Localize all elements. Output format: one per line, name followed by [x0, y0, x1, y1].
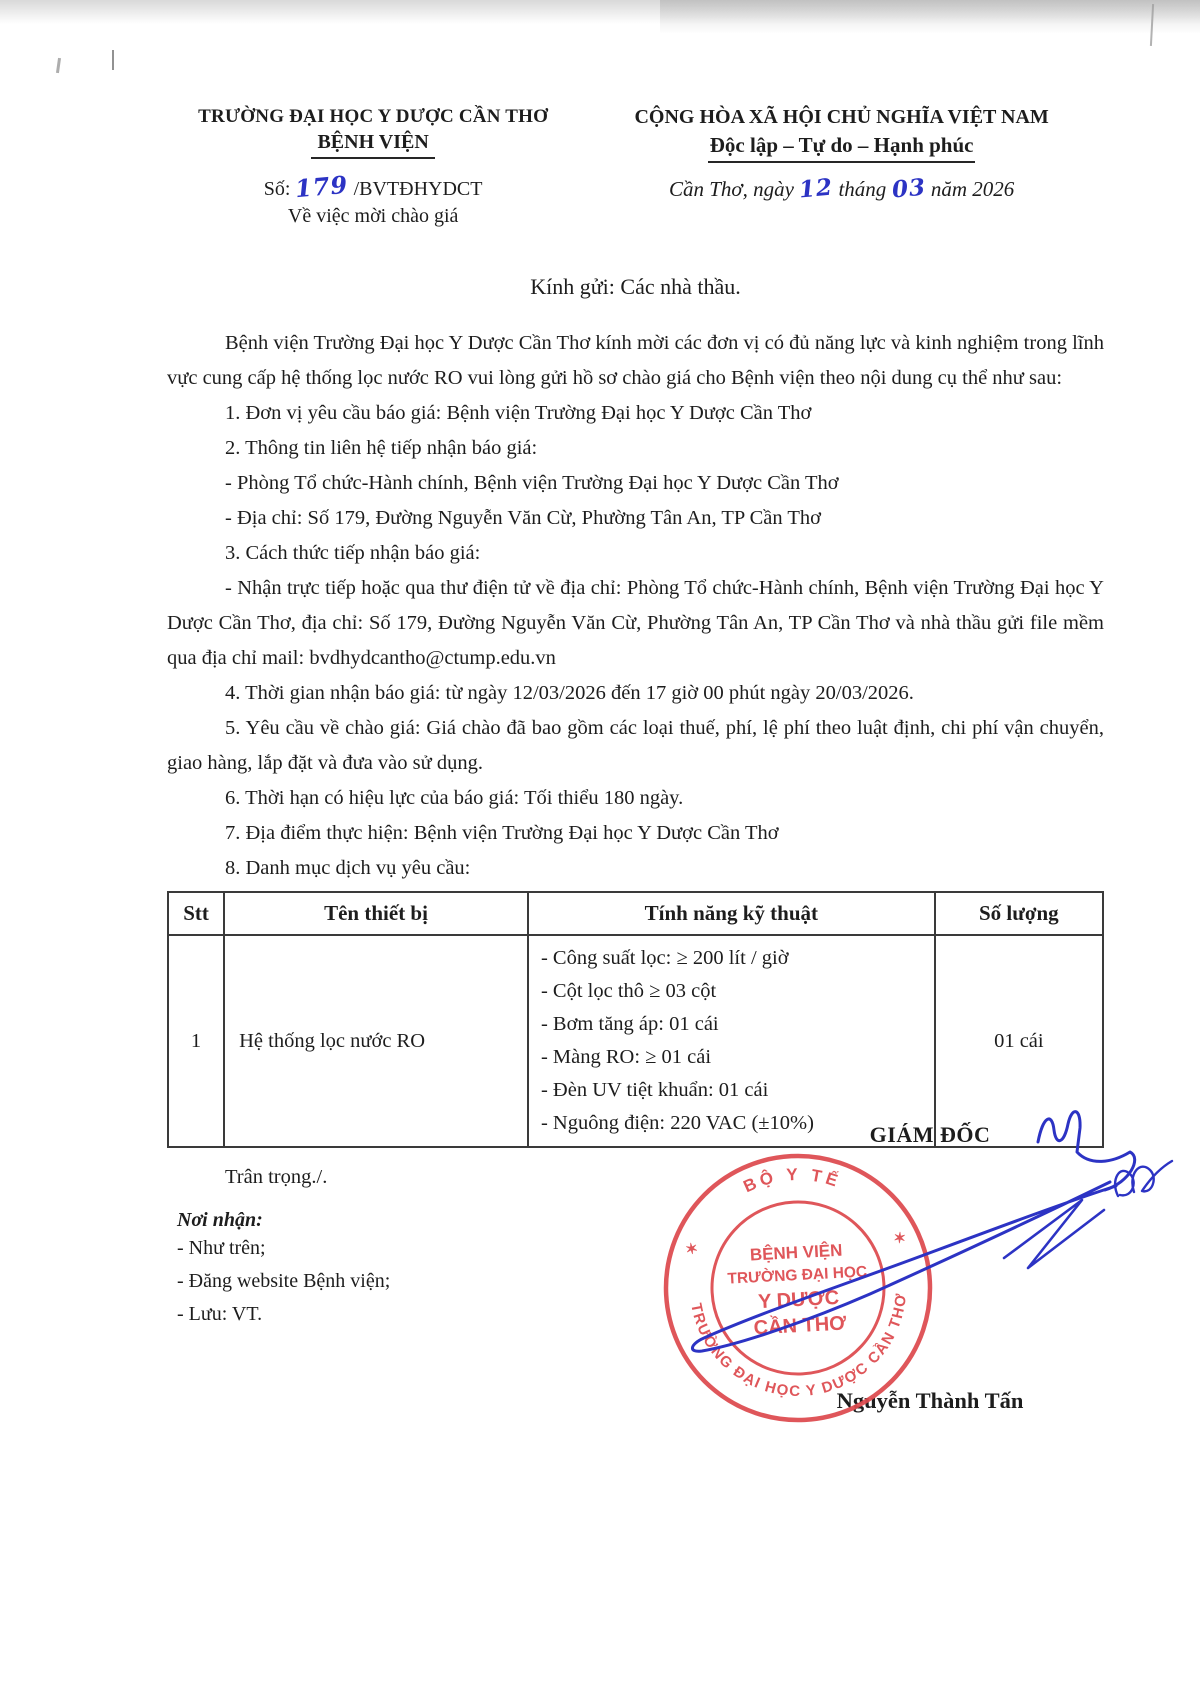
spec-line: - Bơm tăng áp: 01 cái — [540, 1013, 719, 1035]
place-date-line — [579, 175, 1104, 202]
body-paragraph: 2. Thông tin liên hệ tiếp nhận báo giá: — [225, 437, 538, 459]
spec-line: - Công suất lọc: ≥ 200 lít / giờ — [540, 947, 789, 969]
stamp-center-line: TRƯỜNG ĐẠI HỌC — [727, 1263, 868, 1288]
document-number-line — [167, 169, 579, 204]
document-number-suffix: /BVTĐHYDCT — [353, 178, 483, 200]
spec-line: - Nguông điện: 220 VAC (±10%) — [540, 1112, 814, 1134]
body-paragraph: 4. Thời gian nhận báo giá: từ ngày 12/03/2026 đến 17 giờ 00 phút ngày 20/03/2026. — [225, 682, 914, 704]
date-month-handwritten: 03 — [890, 173, 927, 204]
issuer-org-name: TRƯỜNG ĐẠI HỌC Y DƯỢC CẦN THƠ — [198, 106, 549, 127]
document-body — [167, 326, 1104, 886]
col-header-specs: Tính năng kỹ thuật — [528, 892, 935, 935]
col-header-stt: Stt — [168, 892, 224, 935]
service-table — [167, 891, 1104, 1148]
document-header — [167, 106, 1104, 228]
cell-device: Hệ thống lọc nước RO — [224, 935, 528, 1147]
date-mid: tháng — [838, 177, 887, 201]
scan-artifact-mark — [1150, 4, 1154, 46]
recipient-item: - Lưu: VT. — [177, 1303, 263, 1325]
national-motto — [579, 133, 1104, 163]
issuer-block — [167, 106, 579, 228]
body-paragraph: - Địa chỉ: Số 179, Đường Nguyễn Văn Cừ, Phường Tân An, TP Cần Thơ — [225, 507, 822, 529]
cell-stt: 1 — [168, 935, 224, 1147]
cell-specs — [528, 935, 935, 1147]
stamp-star-left: ✶ — [682, 1239, 703, 1258]
national-title: CỘNG HÒA XÃ HỘI CHỦ NGHĨA VIỆT NAM — [634, 106, 1049, 128]
date-day-handwritten: 12 — [798, 173, 835, 204]
date-post: năm 2026 — [930, 177, 1015, 201]
recipients-title: Nơi nhận: — [177, 1209, 263, 1231]
recipient-item: - Như trên; — [177, 1237, 266, 1259]
issuer-unit-text: BỆNH VIỆN — [311, 131, 434, 159]
document-number-handwritten: 179 — [294, 169, 350, 204]
spec-line: - Cột lọc thô ≥ 03 cột — [540, 980, 717, 1002]
scan-artifact-band — [660, 0, 1200, 34]
body-paragraph: 3. Cách thức tiếp nhận báo giá: — [225, 542, 481, 564]
recipient-item: - Đăng website Bệnh viện; — [177, 1270, 391, 1292]
table-header-row — [168, 892, 1103, 935]
table-row — [168, 935, 1103, 1147]
body-paragraph: 1. Đơn vị yêu cầu báo giá: Bệnh viện Trường Đại học Y Dược Cần Thơ — [225, 402, 812, 424]
body-paragraph: - Nhận trực tiếp hoặc qua thư điện tử về địa chỉ: Phòng Tổ chức-Hành chính, Bệnh viện Trường Đại học Y Dược Cần Thơ, địa chỉ: Số 179, Đường Nguyễn Văn Cừ, Phường Tân An, TP Cần Thơ và nhà thầu gửi file mềm qua địa chỉ mail: bvdhydcantho@ctump.edu.vn — [167, 577, 1104, 669]
col-header-device: Tên thiết bị — [224, 892, 528, 935]
body-paragraph: 5. Yêu cầu về chào giá: Giá chào đã bao gồm các loại thuế, phí, lệ phí theo luật định, chi phí vận chuyển, giao hàng, lắp đặt và đưa vào sử dụng. — [167, 717, 1104, 774]
stamp-top-text: BỘ Y TẾ — [740, 1164, 844, 1197]
spec-line: - Đèn UV tiệt khuẩn: 01 cái — [540, 1079, 769, 1101]
scan-artifact-mark — [56, 58, 61, 73]
body-paragraph: 8. Danh mục dịch vụ yêu cầu: — [225, 857, 471, 879]
signer-title: GIÁM ĐỐC — [869, 1122, 991, 1147]
signature-initials — [1115, 1161, 1172, 1196]
closing-line: Trân trọng./. — [225, 1166, 328, 1188]
spec-line: - Màng RO: ≥ 01 cái — [540, 1046, 712, 1068]
document-number-label: Số: — [263, 178, 291, 200]
signer-name: Nguyễn Thành Tấn — [836, 1388, 1024, 1413]
body-paragraph: - Phòng Tổ chức-Hành chính, Bệnh viện Trường Đại học Y Dược Cần Thơ — [225, 472, 839, 494]
stamp-star-right: ✶ — [888, 1228, 910, 1248]
stamp-ring-text: TRƯỜNG ĐẠI HỌC Y DƯỢC CẦN THƠ — [687, 1291, 911, 1401]
date-pre: Cần Thơ, ngày — [668, 177, 794, 201]
stamp-center-line: Y DƯỢC — [757, 1286, 840, 1314]
body-paragraph: Bệnh viện Trường Đại học Y Dược Cần Thơ kính mời các đơn vị có đủ năng lực và kinh nghiệm trong lĩnh vực cung cấp hệ thống lọc nước RO vui lòng gửi hồ sơ chào giá cho Bệnh viện theo nội dung cụ thể như sau: — [167, 332, 1104, 389]
body-paragraph: 6. Thời hạn có hiệu lực của báo giá: Tối thiểu 180 ngày. — [225, 787, 684, 809]
cell-quantity: 01 cái — [935, 935, 1103, 1147]
col-header-quantity: Số lượng — [935, 892, 1103, 935]
body-paragraph: 7. Địa điểm thực hiện: Bệnh viện Trường Đại học Y Dược Cần Thơ — [225, 822, 779, 844]
scan-artifact-band — [0, 0, 1200, 24]
stamp-center-line: BỆNH VIỆN — [749, 1240, 843, 1265]
issuer-unit-name — [167, 131, 579, 159]
salutation: Kính gửi: Các nhà thầu. — [530, 274, 741, 299]
national-motto-text: Độc lập – Tự do – Hạnh phúc — [708, 133, 976, 163]
scan-artifact-mark — [112, 50, 114, 70]
recipients-block — [177, 1209, 1104, 1331]
stamp-center-line: CẦN THƠ — [753, 1312, 847, 1340]
document-subject: Về việc mời chào giá — [287, 205, 459, 227]
national-header-block — [579, 106, 1104, 228]
